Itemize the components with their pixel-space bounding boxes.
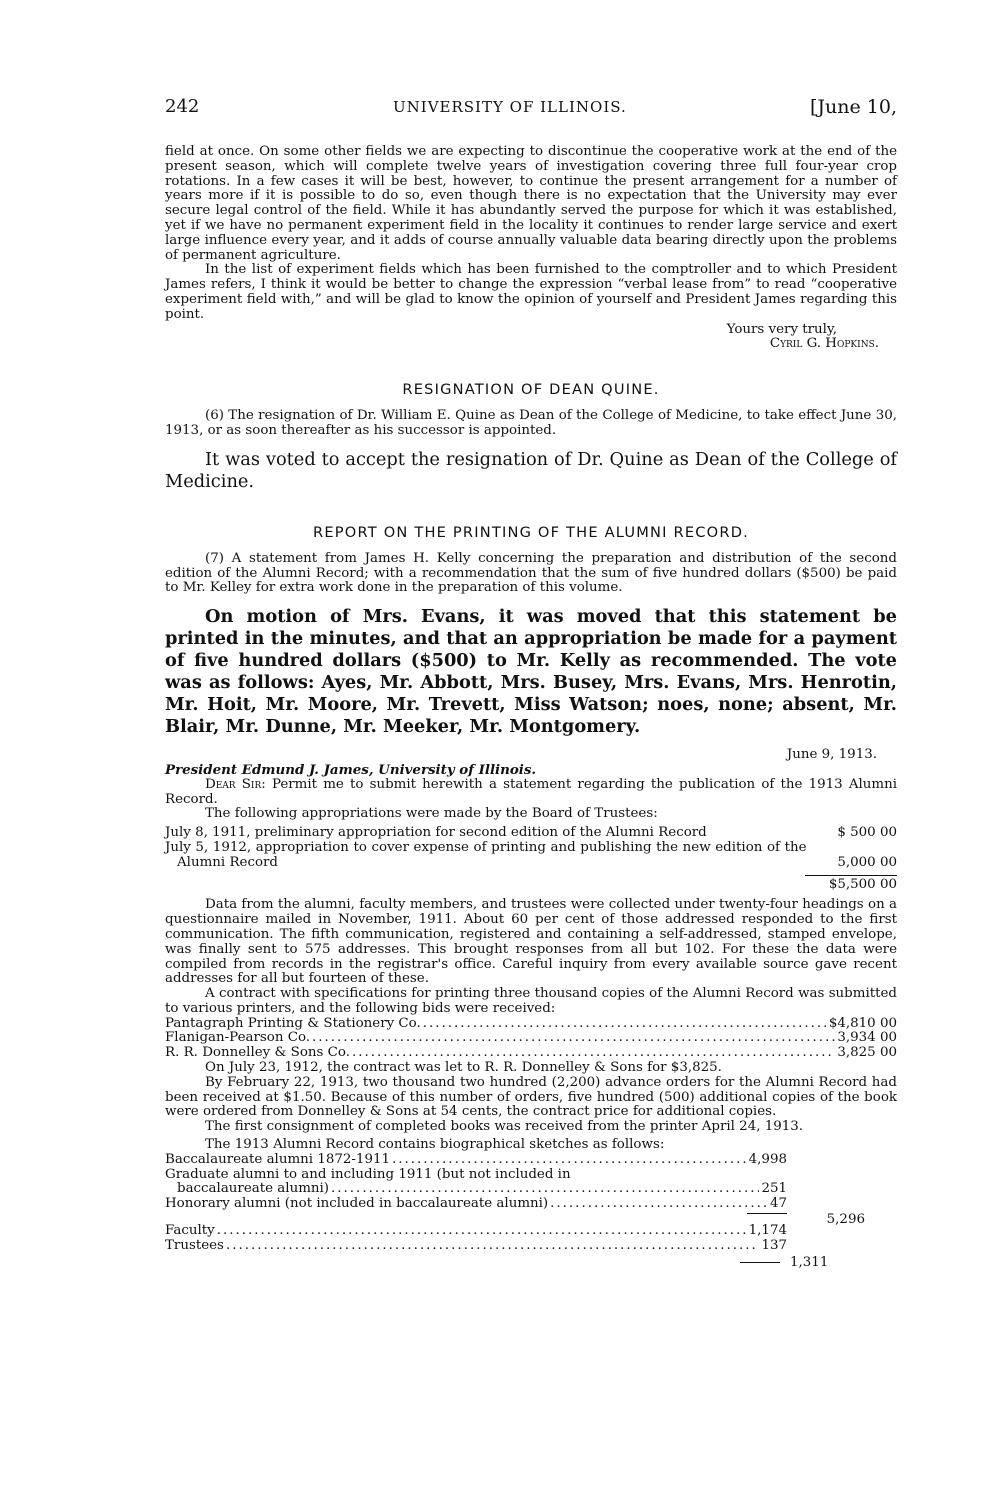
leader-dots bbox=[217, 1224, 747, 1239]
page-content bbox=[165, 96, 897, 1272]
leader-dots bbox=[331, 1182, 759, 1197]
page-header bbox=[165, 96, 897, 122]
leader-dots bbox=[392, 1153, 747, 1168]
bid-name: Flanigan-Pearson Co. bbox=[165, 1030, 311, 1046]
appropriation-total-row bbox=[165, 878, 897, 893]
appropriations-intro: The following appropriations were made by the Board of Trustees: bbox=[205, 806, 658, 822]
resignation-item: (6) The resignation of Dr. William E. Quine as Dean of the College of Medicine, to take effect June 30, 1913, or as soon thereafter as his successor is appointed. bbox=[165, 408, 897, 438]
appropriation-text: July 5, 1912, appropriation to cover expense of printing and publishing the new edition of the Alumni Record bbox=[165, 839, 807, 870]
sketch-row-continued bbox=[165, 1182, 787, 1197]
sketch-label: Honorary alumni (not included in baccalaureate alumni) bbox=[165, 1196, 549, 1212]
alumni-report-heading: REPORT ON THE PRINTING OF THE ALUMNI RECORD. bbox=[313, 523, 749, 541]
resignation-vote: It was voted to accept the resignation of Dr. Quine as Dean of the College of Medicine. bbox=[165, 448, 897, 492]
alumni-motion: On motion of Mrs. Evans, it was moved that this statement be printed in the minutes, and that an appropriation be made for a payment of five hundred dollars ($500) to Mr. Kelly as recommended. The vote was as follows: Ayes, Mr. Abbott, Mrs. Busey, Mrs. Evans, Mrs. Henrotin, Mr. Hoit, Mr. Moore, Mr. Trevett, Miss Watson; noes, none; absent, Mr. Blair, Mr. Dunne, Mr. Meeker, Mr. Montgomery. bbox=[165, 606, 897, 738]
salutation: Dear Sir: bbox=[205, 776, 266, 792]
header-date: [June 10, bbox=[809, 96, 897, 118]
orders-para: By February 22, 1913, two thousand two hundred (2,200) advance orders for the Alumni Record had been received at $1.50. Because of this number of orders, five hundred (500) additional copies of the book were ordered from Donnelley & Sons at 54 cents, the contract price for additional copies. bbox=[165, 1074, 897, 1120]
staff-row bbox=[165, 1239, 787, 1254]
contract-let: On July 23, 1912, the contract was let to R. R. Donnelley & Sons for $3,825. bbox=[205, 1060, 722, 1076]
staff-total: 1,311 bbox=[790, 1255, 829, 1271]
bid-amount: 3,934 00 bbox=[837, 1030, 897, 1046]
contains-para: The 1913 Alumni Record contains biographical sketches as follows: bbox=[205, 1137, 665, 1153]
total-rule bbox=[805, 875, 897, 876]
sketches-table bbox=[165, 1153, 897, 1272]
sketch-label: Graduate alumni to and including 1911 (but not included in bbox=[165, 1166, 571, 1182]
appropriation-amount: 5,000 00 bbox=[837, 854, 897, 870]
leader-dots bbox=[352, 1046, 835, 1061]
sketch-value: 251 bbox=[761, 1181, 787, 1197]
sketch-label-continued: baccalaureate alumni) bbox=[177, 1181, 330, 1197]
staff-total-rule bbox=[740, 1262, 780, 1263]
resignation-heading: RESIGNATION OF DEAN QUINE. bbox=[402, 381, 660, 399]
appropriation-total: $5,500 00 bbox=[828, 876, 897, 892]
letter-closing: Yours very truly, bbox=[726, 321, 837, 337]
staff-value: 137 bbox=[761, 1237, 787, 1253]
staff-row bbox=[165, 1224, 787, 1239]
alumni-report-item: (7) A statement from James H. Kelly concerning the preparation and distribution of the second edition of the Alumni Record; with a recommendation that the sum of five hundred dollars ($500) be paid to Mr. Kelley for extra work done in the preparation of this volume. bbox=[165, 550, 897, 596]
letter-opening bbox=[165, 778, 897, 808]
leader-dots bbox=[423, 1017, 827, 1032]
appropriation-text: July 8, 1911, preliminary appropriation for second edition of the Alumni Record bbox=[165, 825, 707, 841]
staff-value: 1,174 bbox=[748, 1223, 787, 1239]
bid-row bbox=[165, 1046, 897, 1061]
sketch-value: 4,998 bbox=[748, 1151, 787, 1167]
bid-amount: 3,825 00 bbox=[837, 1045, 897, 1061]
opening-text: Permit me to submit herewith a statement regarding the publication of the 1913 Alumni Record. bbox=[165, 776, 898, 807]
bid-row bbox=[165, 1017, 897, 1032]
data-collection-para: Data from the alumni, faculty members, and trustees were collected under twenty-four headings on a questionnaire mailed in November, 1911. About 60 per cent of those addressed responded to the first communication. The fifth communication, registered and containing a self-addressed, stamped envelope, was finally sent to 575 addresses. This brought responses from all but 102. For these the data were compiled from records in the registrar's office. Careful inquiry from every available source gave recent addresses for all but fourteen of these. bbox=[165, 897, 897, 987]
sketch-row bbox=[165, 1168, 787, 1183]
letter-addressee: President Edmund J. James, University of Illinois. bbox=[165, 761, 537, 778]
bid-name: Pantagraph Printing & Stationery Co. bbox=[165, 1015, 421, 1031]
staff-label: Faculty bbox=[165, 1223, 215, 1239]
leader-dots bbox=[312, 1031, 835, 1046]
letter-date: June 9, 1913. bbox=[786, 747, 877, 763]
bid-row bbox=[165, 1031, 897, 1046]
sketch-value: 47 bbox=[769, 1196, 787, 1212]
staff-total-row bbox=[740, 1254, 897, 1272]
sketch-label: Baccalaureate alumni 1872-1911 bbox=[165, 1151, 390, 1167]
page-number: 242 bbox=[165, 96, 200, 117]
appropriation-row bbox=[165, 841, 897, 871]
bid-amount: $4,810 00 bbox=[828, 1015, 897, 1031]
leader-dots bbox=[550, 1197, 768, 1212]
alumni-total: 5,296 bbox=[826, 1212, 865, 1228]
sketch-row bbox=[165, 1153, 787, 1168]
letter-signature: Cyril G. Hopkins. bbox=[769, 336, 879, 352]
appropriation-row bbox=[165, 826, 897, 841]
staff-label: Trustees bbox=[165, 1237, 224, 1253]
sketch-row bbox=[165, 1197, 787, 1212]
bid-name: R. R. Donnelley & Sons Co. bbox=[165, 1045, 350, 1061]
hopkins-letter-para-2: In the list of experiment fields which has been furnished to the comptroller and to which President James refers, I think it would be better to change the expression “verbal lease from” to read “cooperative experiment field with,” and will be glad to know the opinion of yourself and President James regarding this point. bbox=[165, 262, 897, 322]
consignment-para: The first consignment of completed books was received from the printer April 24, 1913. bbox=[205, 1119, 804, 1135]
appropriation-amount: $ 500 00 bbox=[837, 825, 897, 841]
hopkins-letter-para-1: field at once. On some other fields we are expecting to discontinue the cooperative work at the end of the present season, which will complete twelve years of investigation covering three full four-year crop rotations. In a few cases it will be best, however, to continue the present arrangement for a number of years more if it is possible to do so, even though there is no expectation that the University may ever secure legal control of the field. While it has abundantly served the purpose for which it was established, yet if we have no permanent experiment field in the locality it continues to render large service and exert large influence every year, and it adds of course annually valuable data bearing directly upon the problems of permanent agriculture. bbox=[165, 144, 897, 263]
leader-dots bbox=[226, 1239, 760, 1254]
running-head: UNIVERSITY OF ILLINOIS. bbox=[393, 98, 627, 116]
contract-para: A contract with specifications for printing three thousand copies of the Alumni Record was submitted to various printers, and the following bids were received: bbox=[165, 986, 897, 1016]
